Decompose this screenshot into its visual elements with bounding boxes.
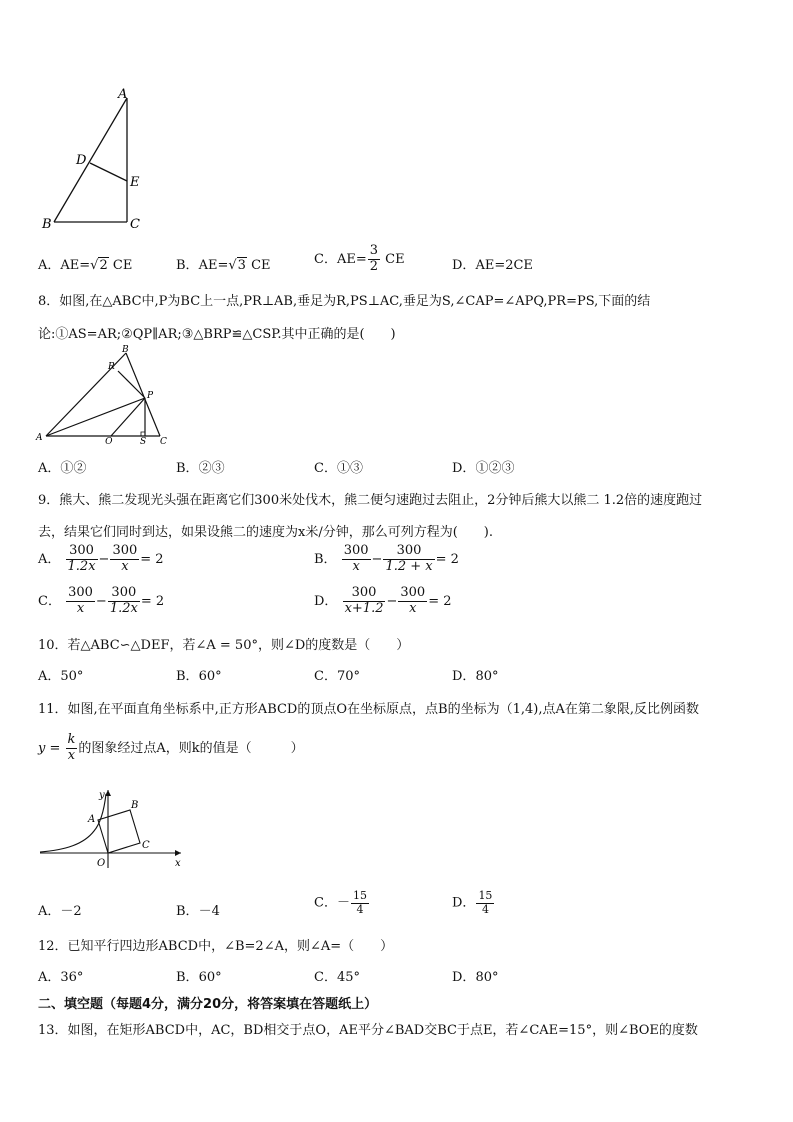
q10-option-b: B．60° — [176, 669, 222, 684]
q11-stem-line2: y = $\frac{k}{x}$ 的图象经过点A，则k的值是（ ） — [38, 732, 304, 763]
label-D: D — [76, 153, 87, 168]
q8-option-c: C．①③ — [314, 461, 363, 476]
label-A: A — [36, 433, 43, 443]
label-B: B — [131, 800, 139, 811]
q8-option-d: D．①②③ — [452, 461, 515, 476]
label-A: A — [88, 814, 96, 825]
q7-option-c: C．AE= $\frac{3}{2}$ CE — [314, 243, 405, 274]
q9-option-c: C． $\frac{300}{x}$ − $\frac{300}{1.2x}$ = 2 — [38, 585, 165, 616]
q12-option-d: D．80° — [452, 970, 499, 985]
q9-stem-line1: 9．熊大、熊二发现光头强在距离它们300米处伐木，熊二便匀速跑过去阻止，2分钟后熊大以熊二 1.2倍的速度跑过 — [38, 493, 703, 508]
label-C: C — [130, 217, 140, 232]
q12-option-a: A．36° — [38, 970, 84, 985]
q11-option-b: B．－4 — [176, 904, 220, 919]
q7-option-b: B．AE=√3 CE — [176, 258, 271, 273]
q12-option-c: C．45° — [314, 970, 360, 985]
label-P: P — [147, 391, 154, 401]
q12-option-b: B．60° — [176, 970, 222, 985]
q10-option-c: C．70° — [314, 669, 360, 684]
q11-option-c: C．－ $\frac{15}{4}$ — [314, 889, 367, 916]
q8-stem-line1: 8．如图,在△ABC中,P为BC上一点,PR⊥AB,垂足为R,PS⊥AC,垂足为S,∠CAP=∠APQ,PR=PS,下面的结 — [38, 294, 651, 309]
q7-option-d: D．AE=2CE — [452, 258, 533, 273]
q7-triangle-figure — [30, 86, 150, 236]
q10-stem: 10．若△ABC∽△DEF，若∠A = 50°，则∠D的度数是（ ） — [38, 638, 410, 653]
label-C: C — [142, 840, 150, 851]
label-R: R — [108, 362, 115, 372]
q8-option-b: B．②③ — [176, 461, 225, 476]
q9-option-d: D． $\frac{300}{x+1.2}$ − $\frac{300}{x}$ = 2 — [314, 585, 452, 616]
q11-option-a: A．－2 — [38, 904, 82, 919]
section-heading-fill-in: 二、填空题（每题4分，满分20分，将答案填在答题纸上） — [38, 997, 378, 1012]
label-O: O — [97, 858, 106, 869]
q11-coordinate-figure — [36, 786, 186, 870]
label-A: A — [118, 87, 128, 102]
label-B: B — [42, 217, 52, 232]
q9-option-b: B． $\frac{300}{x}$ − $\frac{300}{1.2 + x}$ = 2 — [314, 543, 459, 574]
q7-option-a: A．AE=√2 CE — [38, 258, 133, 273]
label-S: S — [140, 437, 147, 444]
q8-stem-line2: 论:①AS=AR;②QP∥AR;③△BRP≌△CSP.其中正确的是( ) — [38, 327, 396, 342]
label-x: x — [175, 858, 181, 869]
label-y: y — [99, 790, 105, 801]
label-C: C — [160, 437, 167, 444]
q9-option-a: A． $\frac{300}{1.2x}$ − $\frac{300}{x}$ = 2 — [38, 543, 164, 574]
q11-stem-line1: 11．如图,在平面直角坐标系中,正方形ABCD的顶点O在坐标原点，点B的坐标为（1,4),点A在第二象限,反比例函数 — [38, 702, 699, 717]
q8-triangle-figure — [34, 344, 174, 444]
label-B: B — [122, 345, 129, 355]
q10-option-a: A．50° — [38, 669, 84, 684]
label-E: E — [130, 175, 140, 190]
q12-stem: 12．已知平行四边形ABCD中，∠B=2∠A，则∠A=（ ） — [38, 939, 394, 954]
q9-stem-line2: 去，结果它们同时到达，如果设熊二的速度为x米/分钟，那么可列方程为( ). — [38, 525, 493, 540]
q11-option-d: D． $\frac{15}{4}$ — [452, 889, 493, 916]
q8-option-a: A．①② — [38, 461, 87, 476]
q10-option-d: D．80° — [452, 669, 499, 684]
label-Q: Q — [105, 437, 113, 444]
q13-stem: 13．如图，在矩形ABCD中，AC，BD相交于点O，AE平分∠BAD交BC于点E，若∠CAE=15°，则∠BOE的度数 — [38, 1023, 698, 1038]
